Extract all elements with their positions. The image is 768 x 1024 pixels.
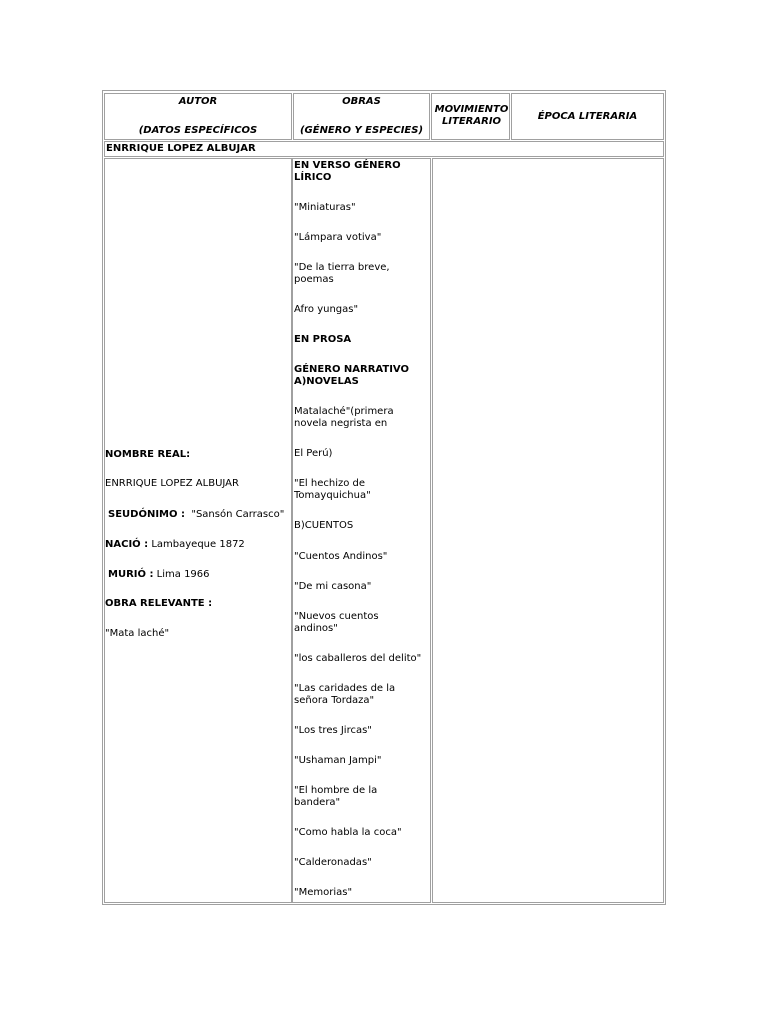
header-autor-subtitle: (DATOS ESPECÍFICOS (138, 125, 258, 136)
obra-hechizo: "El hechizo de Tomayquichua" (294, 478, 371, 501)
header-autor-cell (104, 93, 292, 140)
obra-el-peru: El Perú) (294, 448, 333, 459)
verso-heading: EN VERSO GÉNERO LÍRICO (294, 160, 401, 183)
obra-ushaman-jampi: "Ushaman Jampi" (294, 755, 382, 766)
nombre-real-label: NOMBRE REAL: (105, 449, 191, 460)
autor-data-cell (104, 158, 292, 903)
prosa-heading: EN PROSA (294, 334, 352, 345)
nacio-value: Lambayeque 1872 (151, 539, 245, 550)
obra-caridades: "Las caridades de la señora Tordaza" (294, 683, 396, 706)
obra-afro-yungas: Afro yungas" (294, 304, 359, 315)
obra-caballeros-delito: "los caballeros del delito" (294, 653, 422, 664)
murio-label: MURIÓ : (108, 569, 154, 580)
movimiento-epoca-cell (432, 158, 664, 903)
header-epoca-cell (511, 93, 664, 140)
header-movimiento: MOVIMIENTO LITERARIO (434, 104, 509, 127)
obra-memorias: "Memorias" (294, 887, 353, 898)
obra-matalache: Matalaché"(primera novela negrista en (294, 406, 394, 429)
header-movimiento-cell (431, 93, 510, 140)
obra-relevante-label: OBRA RELEVANTE : (105, 598, 213, 609)
cuentos-heading: B)CUENTOS (294, 520, 354, 531)
header-obras-cell (293, 93, 430, 140)
seudonimo-label: SEUDÓNIMO : (108, 509, 185, 520)
header-obras-subtitle: (GÉNERO Y ESPECIES) (299, 125, 424, 136)
obra-como-habla-coca: "Como habla la coca" (294, 827, 402, 838)
nacio-row (105, 539, 245, 551)
seudonimo-value: "Sansón Carrasco" (191, 509, 285, 520)
nombre-real-value: ENRRIQUE LOPEZ ALBUJAR (105, 478, 239, 489)
author-name: ENRRIQUE LOPEZ ALBUJAR (106, 143, 256, 154)
obra-hombre-bandera: "El hombre de la bandera" (294, 785, 378, 808)
narrativo-heading: GÉNERO NARRATIVO A)NOVELAS (294, 364, 409, 387)
seudonimo-row (108, 509, 284, 521)
obra-tres-jircas: "Los tres Jircas" (294, 725, 372, 736)
obra-miniaturas: "Miniaturas" (294, 202, 356, 213)
header-autor-title: AUTOR (178, 96, 218, 107)
obra-calderonadas: "Calderonadas" (294, 857, 372, 868)
header-epoca: ÉPOCA LITERARIA (537, 111, 638, 122)
nacio-label: NACIÓ : (105, 539, 149, 550)
obra-de-mi-casona: "De mi casona" (294, 581, 372, 592)
obra-nuevos-cuentos: "Nuevos cuentos andinos" (294, 611, 379, 634)
obra-cuentos-andinos: "Cuentos Andinos" (294, 551, 388, 562)
obra-tierra-breve: "De la tierra breve, poemas (294, 262, 390, 285)
obra-lampara-votiva: "Lámpara votiva" (294, 232, 382, 243)
murio-row (108, 569, 210, 581)
obra-relevante-value: "Mata laché" (105, 628, 170, 639)
murio-value: Lima 1966 (156, 569, 210, 580)
author-name-row (104, 141, 664, 157)
header-obras-title: OBRAS (342, 96, 381, 107)
